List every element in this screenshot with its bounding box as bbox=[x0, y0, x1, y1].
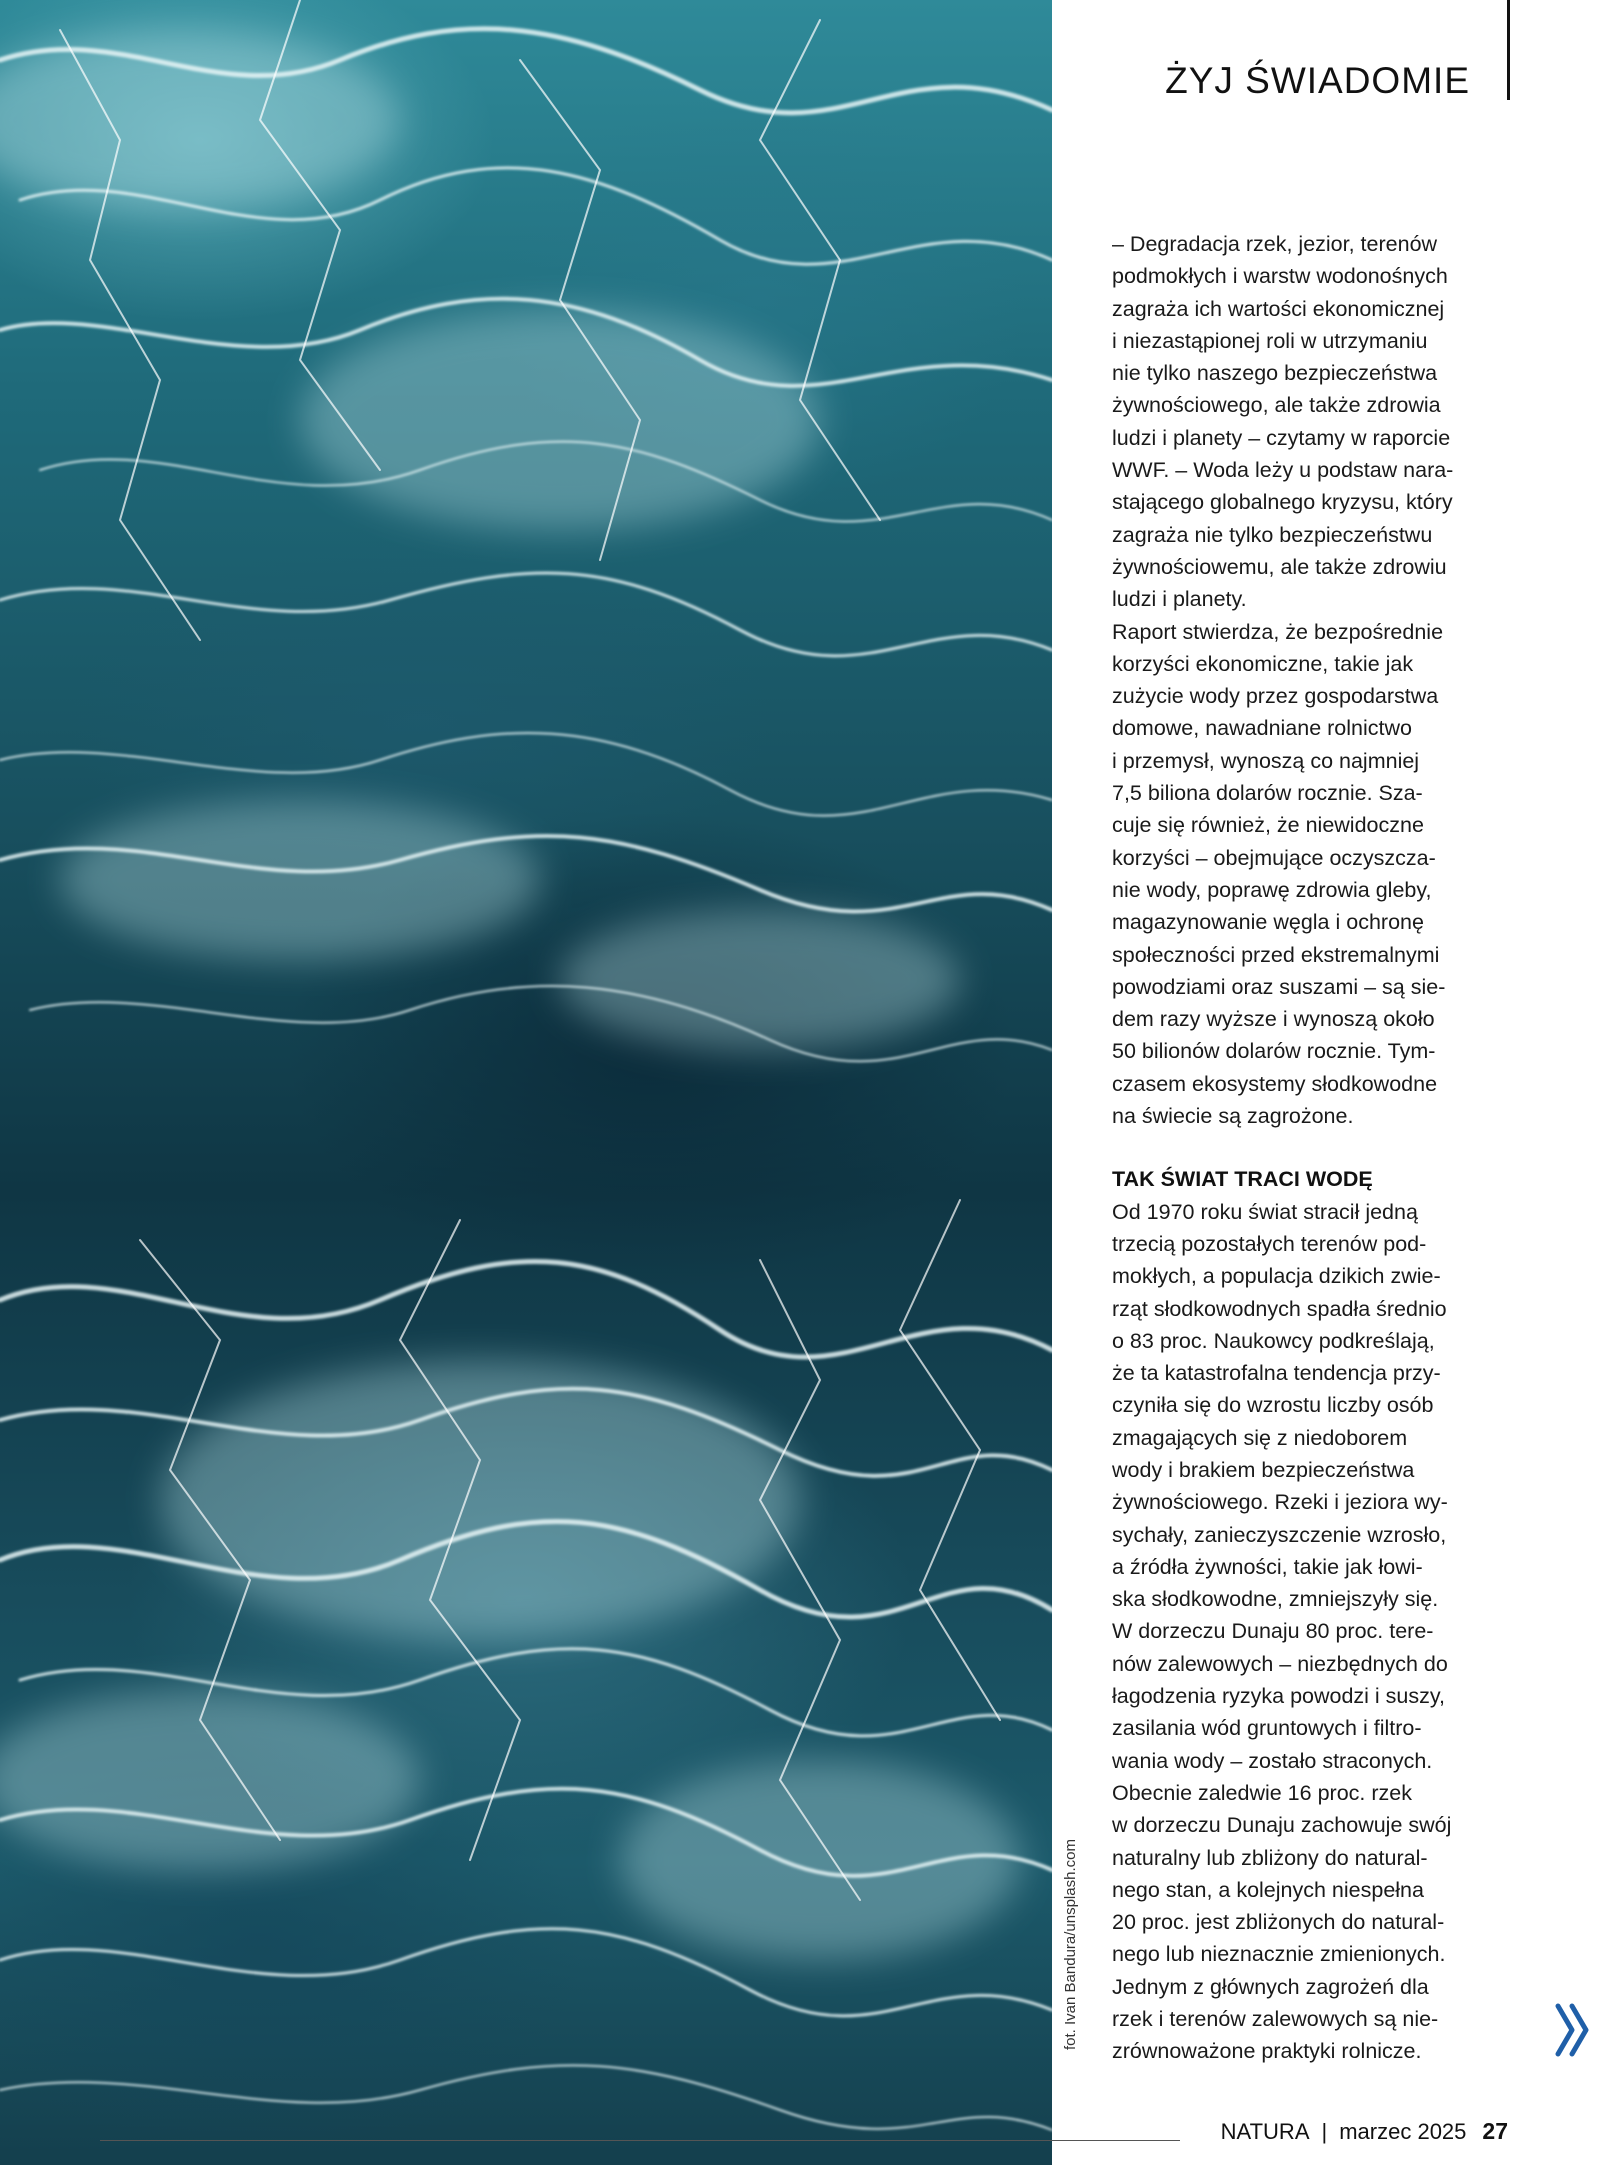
article-column bbox=[1112, 228, 1512, 2068]
photo-credit bbox=[1052, 1840, 1092, 2050]
footer-magazine-name: NATURA bbox=[1220, 2119, 1310, 2144]
page-number: 27 bbox=[1482, 2118, 1508, 2144]
article-paragraph-3: Od 1970 roku świat stracił jedną trzecią pozostałych terenów pod- mokłych, a populacja dzikich zwie- rząt słodkowodnych spadła średnio o 83 proc. Naukowcy podkreślają, że ta katastrofalna tendencja przy- czyniła się do wzrostu liczby osób zmagających się z niedoborem wody i brakiem bezpieczeństwa żywnościowego. Rzeki i jeziora wy- sychały, zanieczyszczenie wzrosło, a źródła żywności, takie jak łowi- ska słodkowodne, zmniejszyły się. W dorzeczu Dunaju 80 proc. tere- nów zalewowych – niezbędnych do łagodzenia ryzyka powodzi i suszy, zasilania wód gruntowych i filtro- wania wody – zostało straconych. Obecnie zaledwie 16 proc. rzek w dorzeczu Dunaju zachowuje swój naturalny lub zbliżony do natural- nego stan, a kolejnych niespełna 20 proc. jest zbliżonych do natural- nego lub nieznacznie zmienionych. Jednym z głównych zagrożeń dla rzek i terenów zalewowych są nie- zrównoważone praktyki rolnicze. bbox=[1112, 1199, 1452, 2064]
article-paragraph-1: – Degradacja rzek, jezior, terenów podmokłych i warstw wodonośnych zagraża ich wartości ekonomicznej i niezastąpionej roli w utrzymaniu nie tylko naszego bezpieczeństwa żywnościowego, ale także zdrowia ludzi i planety – czytamy w raporcie WWF. – Woda leży u podstaw nara- stającego globalnego kryzysu, który zagraża nie tylko bezpieczeństwu żywnościowemu, ale także zdrowiu ludzi i planety. bbox=[1112, 232, 1454, 612]
double-chevron-right-icon bbox=[1552, 2002, 1592, 2058]
footer-issue-date: marzec 2025 bbox=[1339, 2119, 1467, 2144]
article-subheading: TAK ŚWIAT TRACI WODĘ bbox=[1112, 1167, 1373, 1192]
footer-separator: | bbox=[1321, 2119, 1328, 2144]
article-paragraph-2: Raport stwierdza, że bezpośrednie korzyści ekonomiczne, takie jak zużycie wody przez gospodarstwa domowe, nawadniane rolnictwo i przemysł, wynoszą co najmniej 7,5 biliona dolarów rocznie. Sza- cuje się również, że niewidoczne korzyści – obejmujące oczyszcza- nie wody, poprawę zdrowia gleby, magazynowanie węgla i ochronę społeczności przed ekstremalnymi powodziami oraz suszami – są sie- dem razy wyższe i wynoszą około 50 bilionów dolarów rocznie. Tym- czasem ekosystemy słodkowodne na świecie są zagrożone. bbox=[1112, 619, 1446, 1129]
photo-credit-text: fot. Ivan Bandura/unsplash.com bbox=[1062, 1839, 1079, 2050]
header-vertical-rule bbox=[1507, 0, 1510, 100]
footer-rule bbox=[100, 2140, 1180, 2141]
page-footer bbox=[1221, 2118, 1508, 2145]
section-title: ŻYJ ŚWIADOMIE bbox=[1165, 60, 1470, 101]
